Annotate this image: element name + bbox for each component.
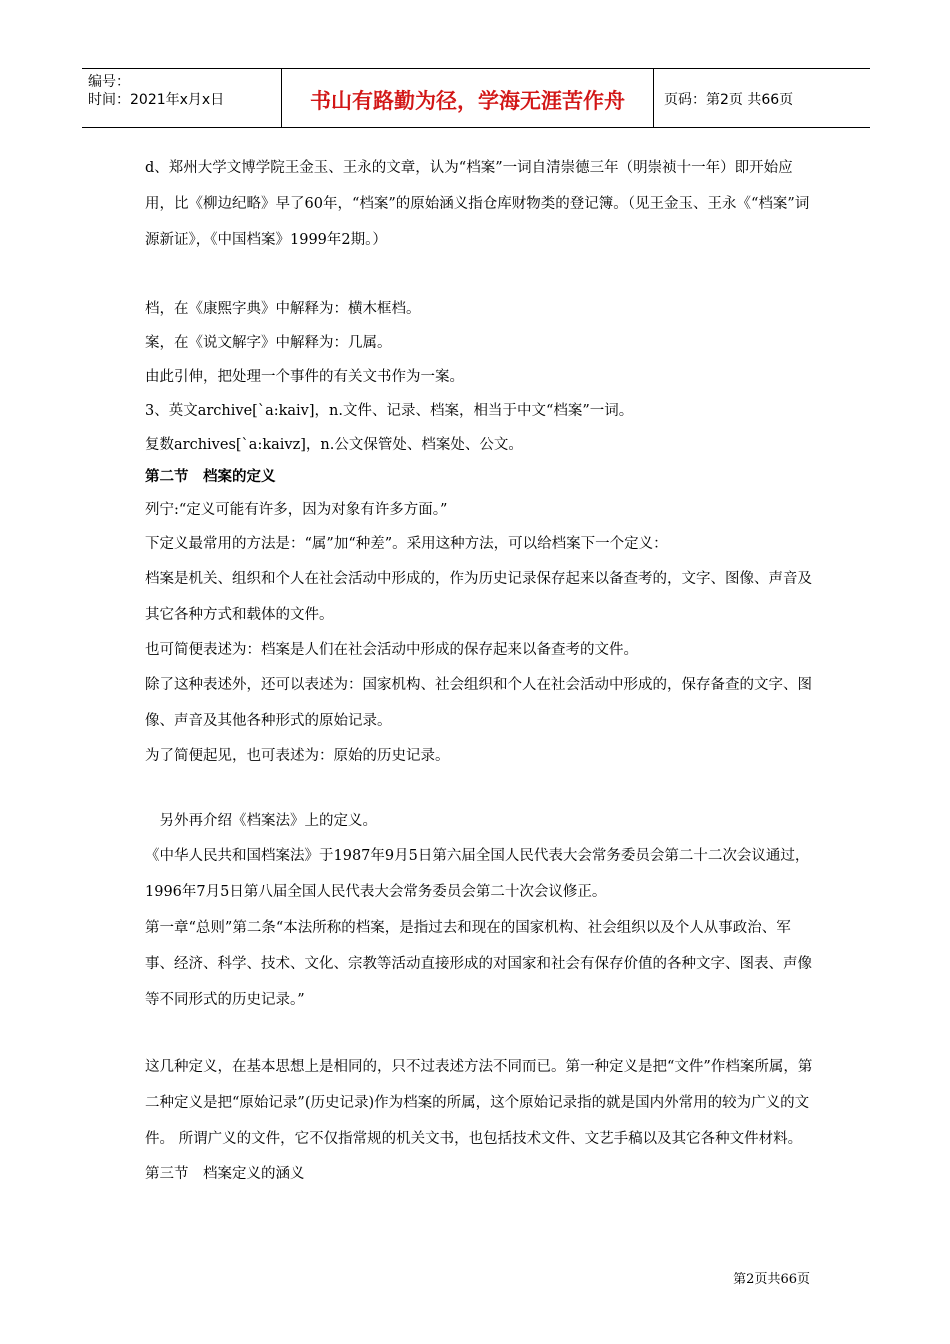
paragraph-d-zhengzhou: d、郑州大学文博学院王金玉、王永的文章，认为“档案”一词自清崇德三年（明崇祯十一年）即开始应用，比《柳边纪略》早了60年，“档案”的原始涵义指仓库财物类的登记簿。（见王金玉、王永《“档案”词源新证》，《中国档案》1999年2期。） xyxy=(145,160,810,248)
header-motto: 书山有路勤为径，学海无涯苦作舟 xyxy=(310,89,625,113)
document-body xyxy=(145,150,813,1191)
header-meta-cell xyxy=(82,69,282,127)
paragraph-plural-archives: 复数archives[`a:kaivz]，n.公文保管处、档案处、公文。 xyxy=(145,437,523,453)
header-page-cell xyxy=(654,69,870,127)
paragraph-dang-kangxi: 档，在《康熙字典》中解释为：横木框档。 xyxy=(145,301,421,317)
paragraph-archive-law-intro: 另外再介绍《档案法》上的定义。 xyxy=(145,813,377,829)
page-header xyxy=(82,68,870,128)
paragraph-definition-simple: 也可简便表述为：档案是人们在社会活动中形成的保存起来以备查考的文件。 xyxy=(145,642,638,658)
header-number-label: 编号： xyxy=(88,74,130,90)
paragraph-extension: 由此引伸，把处理一个事件的有关文书作为一案。 xyxy=(145,369,464,385)
paragraph-definition-method: 下定义最常用的方法是：“属”加“种差”。采用这种方法，可以给档案下一个定义： xyxy=(145,536,668,552)
paragraph-definition-main: 档案是机关、组织和个人在社会活动中形成的，作为历史记录保存起来以备查考的，文字、图像、声音及其它各种方式和载体的文件。 xyxy=(145,571,812,623)
section-title-connotation: 第三节 档案定义的涵义 xyxy=(145,1166,305,1182)
paragraph-archive-law-article: 第一章“总则”第二条“本法所称的档案，是指过去和现在的国家机构、社会组织以及个人从事政治、军事、经济、科学、技术、文化、宗教等活动直接形成的对国家和社会有保存价值的各种文字、图表、声像等不同形式的历史记录。” xyxy=(145,920,812,1008)
blank-line xyxy=(145,258,813,292)
paragraph-definition-alt: 除了这种表述外，还可以表述为：国家机构、社会组织和个人在社会活动中形成的，保存备查的文字、图像、声音及其他各种形式的原始记录。 xyxy=(145,677,812,729)
header-time-label: 时间：2021年x月x日 xyxy=(88,92,225,108)
section-title-definition: 第二节 档案的定义 xyxy=(145,469,276,485)
paragraph-definition-short: 为了简便起见，也可表述为：原始的历史记录。 xyxy=(145,748,450,764)
header-motto-cell xyxy=(282,69,654,127)
blank-line xyxy=(145,773,813,804)
paragraph-english-archive: 3、英文archive[`a:kaiv]，n.文件、记录、档案，相当于中文“档案”一词。 xyxy=(145,403,634,419)
page-footer xyxy=(733,1268,810,1287)
paragraph-an-shuowen: 案，在《说文解字》中解释为：几属。 xyxy=(145,335,392,351)
paragraph-archive-law-history: 《中华人民共和国档案法》于1987年9月5日第六届全国人民代表大会常务委员会第二十二次会议通过，1996年7月5日第八届全国人民代表大会常务委员会第二十次会议修正。 xyxy=(145,848,810,900)
paragraph-lenin-quote: 列宁:“定义可能有许多，因为对象有许多方面。” xyxy=(145,502,448,518)
blank-line xyxy=(145,1018,813,1049)
header-page-label: 页码：第2页 共66页 xyxy=(664,92,794,108)
paragraph-definitions-comparison: 这几种定义，在基本思想上是相同的，只不过表述方法不同而已。第一种定义是把“文件”作档案所属，第二种定义是把“原始记录”(历史记录)作为档案的所属，这个原始记录指的就是国内外常用的较为广义的文件。 所谓广义的文件，它不仅指常规的机关文书，也包括技术文件、文艺手稿以及其它各种文件材料。 xyxy=(145,1059,813,1147)
footer-page-number: 第2页共66页 xyxy=(733,1272,810,1287)
